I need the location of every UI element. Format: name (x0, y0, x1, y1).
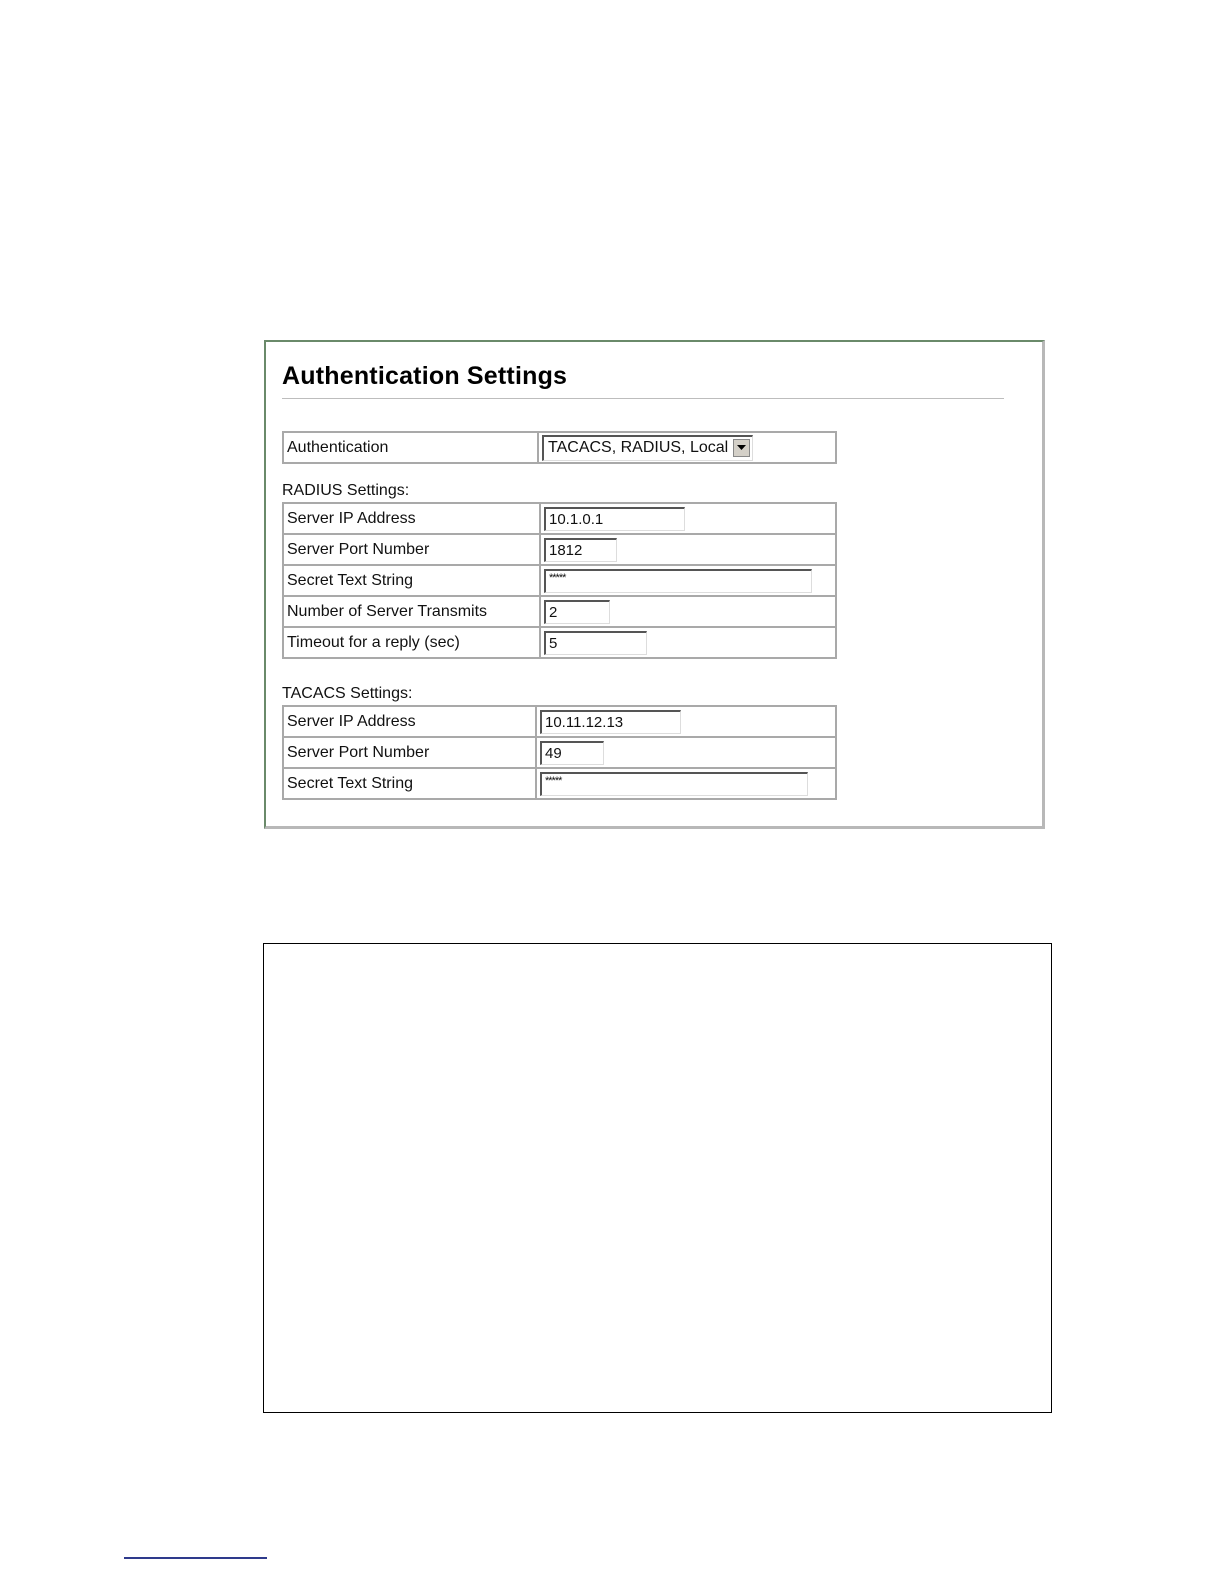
tacacs-server-port-label: Server Port Number (283, 737, 536, 768)
authentication-value-cell (538, 432, 836, 463)
table-row (283, 737, 836, 768)
chevron-down-icon[interactable] (733, 439, 750, 457)
radius-server-port-label: Server Port Number (283, 534, 540, 565)
authentication-settings-panel (264, 340, 1045, 829)
radius-timeout-cell (540, 627, 836, 658)
authentication-select[interactable] (542, 435, 753, 461)
radius-timeout-label: Timeout for a reply (sec) (283, 627, 540, 658)
empty-figure-box (263, 943, 1052, 1413)
radius-server-port-cell (540, 534, 836, 565)
tacacs-server-port-cell (536, 737, 836, 768)
table-row (283, 534, 836, 565)
radius-secret-label: Secret Text String (283, 565, 540, 596)
authentication-label: Authentication (283, 432, 538, 463)
table-row (283, 596, 836, 627)
radius-server-ip-cell (540, 503, 836, 534)
tacacs-secret-input[interactable]: ***** (540, 772, 808, 796)
radius-transmits-cell (540, 596, 836, 627)
page-title: Authentication Settings (282, 362, 568, 390)
radius-section-label: RADIUS Settings: (282, 482, 410, 499)
title-divider (282, 398, 1004, 399)
tacacs-settings-table (282, 705, 837, 800)
radius-server-ip-input[interactable]: 10.1.0.1 (544, 507, 685, 531)
radius-timeout-input[interactable]: 5 (544, 631, 647, 655)
table-row (283, 627, 836, 658)
tacacs-server-ip-input[interactable]: 10.11.12.13 (540, 710, 681, 734)
table-row (283, 565, 836, 596)
radius-server-ip-label: Server IP Address (283, 503, 540, 534)
authentication-selected-value: TACACS, RADIUS, Local (548, 439, 729, 456)
tacacs-server-port-input[interactable]: 49 (540, 741, 604, 765)
tacacs-server-ip-label: Server IP Address (283, 706, 536, 737)
radius-transmits-input[interactable]: 2 (544, 600, 610, 624)
table-row (283, 503, 836, 534)
tacacs-section-label: TACACS Settings: (282, 685, 413, 702)
table-row (283, 768, 836, 799)
tacacs-server-ip-cell (536, 706, 836, 737)
radius-settings-table (282, 502, 837, 659)
radius-secret-cell (540, 565, 836, 596)
table-row (283, 706, 836, 737)
radius-transmits-label: Number of Server Transmits (283, 596, 540, 627)
footnote-divider (124, 1557, 267, 1559)
tacacs-secret-cell (536, 768, 836, 799)
radius-server-port-input[interactable]: 1812 (544, 538, 617, 562)
authentication-table (282, 431, 837, 464)
tacacs-secret-label: Secret Text String (283, 768, 536, 799)
table-row (283, 432, 836, 463)
radius-secret-input[interactable]: ***** (544, 569, 812, 593)
